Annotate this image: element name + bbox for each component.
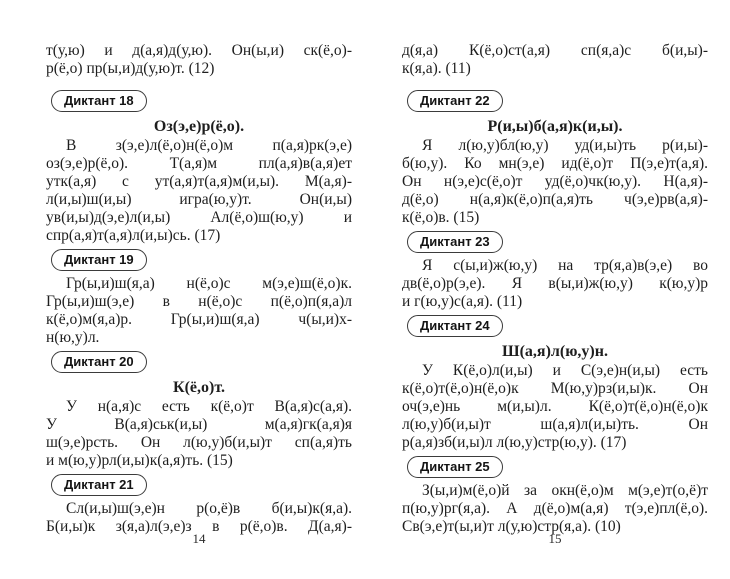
text-line: Сл(и,ы)ш(э,е)н р(о,ё)в б(и,ы)к(я,а). [66, 500, 352, 517]
text-line: спр(а,я)т(а,я)л(и,ы)сь. (17) [46, 227, 221, 244]
text-line: к(я,а). (11) [402, 60, 471, 77]
dictation-badge: Диктант 24 [407, 315, 503, 337]
dictation-title: К(ё,о)т. [172, 379, 225, 396]
text-line: Б(и,ы)к з(я,а)л(э,е)з в р(ё,о)в. Д(а,я)- [46, 518, 352, 535]
dictation-badge-row [407, 315, 708, 337]
text-line: оч(э,е)нь м(и,ы)л. К(ё,о)т(ё,о)н(ё,о)к [402, 398, 708, 415]
text-line: т(у,ю) и д(а,я)д(у,ю). Он(ы,и) ск(ё,о)- [46, 42, 352, 59]
text-line: к(ё,о)в. (15) [402, 209, 480, 226]
text-line: В з(э,е)л(ё,о)н(ё,о)м п(а,я)рк(э,е) [66, 137, 352, 154]
text-line: оз(э,е)р(ё,о). Т(а,я)м пл(а,я)в(а,я)ет [46, 155, 352, 172]
dictation-badge-row [51, 90, 352, 112]
text-line: Гр(ы,и)ш(э,е) в н(ё,о)с п(ё,о)п(я,а)л [46, 293, 352, 310]
text-line: У В(а,я)ськ(и,ы) м(а,я)гк(а,я)я [46, 416, 352, 433]
text-line: б(ю,у). Ко мн(э,е) ид(ё,о)т П(э,е)т(а,я). [402, 155, 708, 172]
dictation-badge: Диктант 20 [51, 351, 147, 373]
page-number: 15 [548, 531, 562, 546]
dictation-badge-row [407, 231, 708, 253]
text-line: л(ю,у)б(и,ы)т ш(а,я)л(и,ы)ть. Он [402, 416, 708, 433]
text-line: Я с(ы,и)ж(ю,у) на тр(я,а)в(э,е) во [422, 257, 708, 274]
dictation-badge: Диктант 21 [51, 474, 147, 496]
text-line: ув(и,ы)д(э,е)л(и,ы) Ал(ё,о)ш(ю,у) и [46, 209, 352, 226]
dictation-badge: Диктант 22 [407, 90, 503, 112]
text-line: р(ё,о) пр(ы,и)д(у,ю)т. (12) [46, 60, 215, 77]
dictation-badge-row [51, 249, 352, 271]
dictation-badge: Диктант 23 [407, 231, 503, 253]
page-14 [46, 0, 352, 579]
dictation-badge-row [51, 474, 352, 496]
text-line: Св(э,е)т(ы,и)т л(у,ю)стр(я,а). (10) [402, 518, 621, 535]
text-line: н(ю,у)л. [46, 329, 100, 346]
text-line: Гр(ы,и)ш(я,а) н(ё,о)с м(э,е)ш(ё,о)к. [66, 275, 352, 292]
dictation-title: Р(и,ы)б(а,я)к(и,ы). [487, 118, 623, 135]
dictation-title: Оз(э,е)р(ё,о). [153, 118, 245, 135]
page-15 [402, 0, 708, 579]
text-line: и г(ю,у)с(а,я). (11) [402, 293, 523, 310]
dictation-badge-row [407, 90, 708, 112]
text-line: д(ё,о) н(а,я)к(ё,о)п(а,я)ть ч(э,е)рв(а,я)- [402, 191, 708, 208]
dictation-badge-row [51, 351, 352, 373]
text-line: дв(ё,о)р(э,е). Я в(ы,и)ж(ю,у) к(ю,у)р [402, 275, 708, 292]
text-line: л(и,ы)ш(и,ы) игра(ю,у)т. Он(и,ы) [46, 191, 352, 208]
text-line: ш(э,е)рсть. Он л(ю,у)б(и,ы)т сп(а,я)ть [46, 434, 352, 451]
text-column [46, 0, 352, 536]
text-line: д(я,а) К(ё,о)ст(а,я) сп(я,а)с б(и,ы)- [402, 42, 708, 59]
dictation-badge: Диктант 25 [407, 456, 503, 478]
text-line: Он н(э,е)с(ё,о)т уд(ё,о)чк(ю,у). Н(а,я)- [402, 173, 708, 190]
text-line: п(ю,у)рг(я,а). А д(ё,о)м(а,я) т(э,е)пл(ё,о). [402, 500, 708, 517]
text-line: к(ё,о)м(я,а)р. Гр(ы,и)ш(я,а) ч(ы,и)х- [46, 311, 352, 328]
dictation-title: Ш(а,я)л(ю,у)н. [502, 343, 608, 360]
text-line: У К(ё,о)л(и,ы) и С(э,е)н(и,ы) есть [422, 362, 708, 379]
text-line: утк(а,я) с ут(а,я)т(а,я)м(и,ы). М(а,я)- [46, 173, 352, 190]
text-line: и м(ю,у)рл(и,ы)к(а,я)ть. (15) [46, 452, 233, 469]
page-number: 14 [192, 531, 206, 546]
dictation-badge: Диктант 18 [51, 90, 147, 112]
dictation-badge-row [407, 456, 708, 478]
text-column [402, 0, 708, 536]
text-line: З(ы,и)м(ё,о)й за окн(ё,о)м м(э,е)т(о,ё)т [422, 482, 708, 499]
text-line: к(ё,о)т(ё,о)н(ё,о)к М(ю,у)рз(и,ы)к. Он [402, 380, 708, 397]
text-line: р(а,я)зб(и,ы)л л(ю,у)стр(ю,у). (17) [402, 434, 627, 451]
text-line: У н(а,я)с есть к(ё,о)т В(а,я)с(а,я). [66, 398, 352, 415]
dictation-badge: Диктант 19 [51, 249, 147, 271]
text-line: Я л(ю,у)бл(ю,у) уд(и,ы)ть р(и,ы)- [422, 137, 708, 154]
